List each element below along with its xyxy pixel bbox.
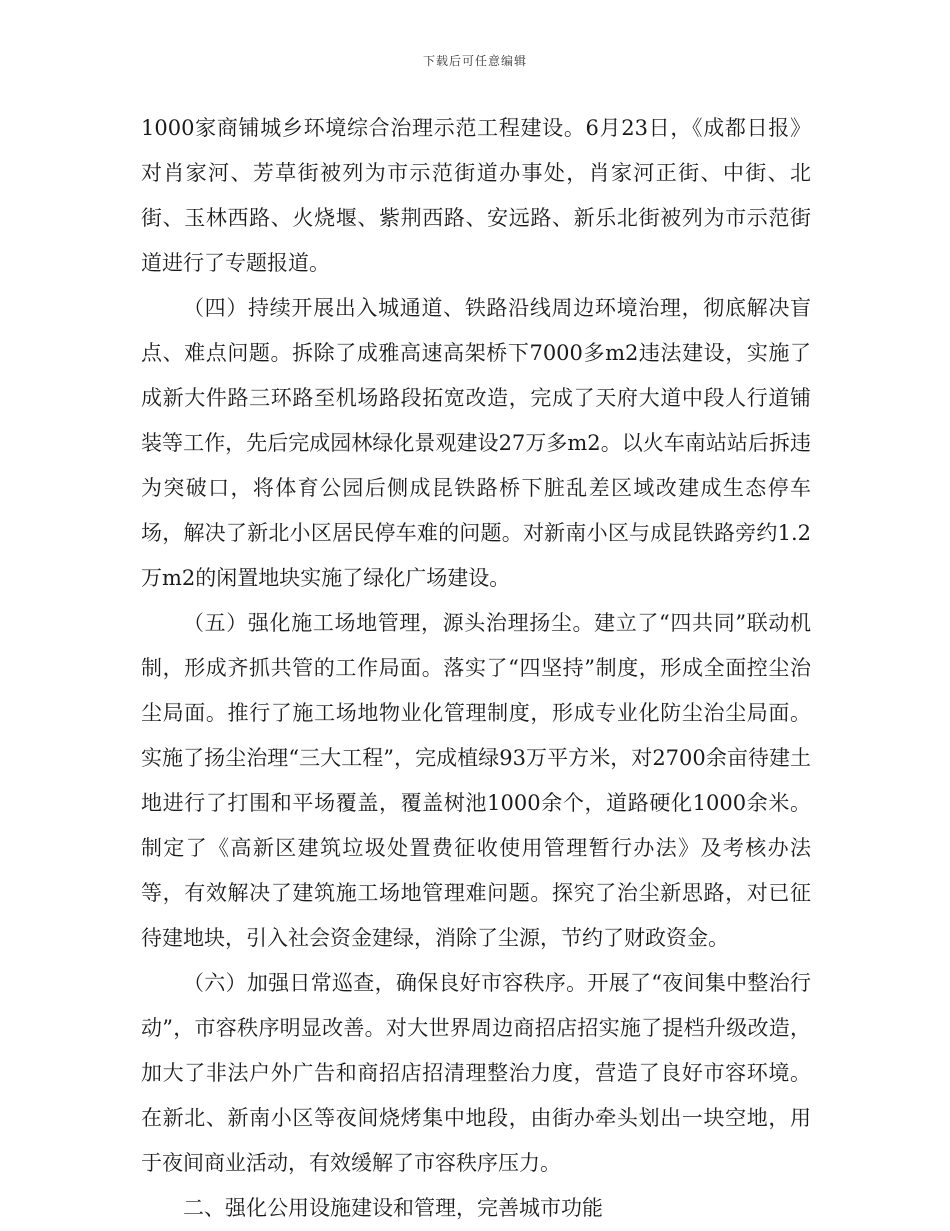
body-text xyxy=(141,106,811,1231)
section-heading: 二、强化公用设施建设和管理，完善城市功能 xyxy=(183,1196,603,1220)
paragraph-section-4: （四）持续开展出入城通道、铁路沿线周边环境治理，彻底解决盲点、难点问题。拆除了成雅高速高架桥下7000多m2违法建设，实施了成新大件路三环路至机场路段拓宽改造，完成了天府大道中段人行道铺装等工作，先后完成园林绿化景观建设27万多m2。以火车南站站后拆违为突破口，将体育公园后侧成昆铁路桥下脏乱差区域改建成生态停车场，解决了新北小区居民停车难的问题。对新南小区与成昆铁路旁约1.2万m2的闲置地块实施了绿化广场建设。 xyxy=(141,296,811,590)
paragraph-section-5: （五）强化施工场地管理，源头治理扬尘。建立了“四共同”联动机制，形成齐抓共管的工作局面。落实了“四坚持”制度，形成全面控尘治尘局面。推行了施工场地物业化管理制度，形成专业化防尘治尘局面。实施了扬尘治理“三大工程”，完成植绿93万平方米，对2700余亩待建土地进行了打围和平场覆盖，覆盖树池1000余个，道路硬化1000余米。制定了《高新区建筑垃圾处置费征收使用管理暂行办法》及考核办法等，有效解决了建筑施工场地管理难问题。探究了治尘新思路，对已征待建地块，引入社会资金建绿，消除了尘源，节约了财政资金。 xyxy=(141,611,811,950)
paragraph-section-6: （六）加强日常巡查，确保良好市容秩序。开展了“夜间集中整治行动”，市容秩序明显改善。对大世界周边商招店招实施了提档升级改造，加大了非法户外广告和商招店招清理整治力度，营造了良好市容环境。在新北、新南小区等夜间烧烤集中地段，由街办牵头划出一块空地，用于夜间商业活动，有效缓解了市容秩序压力。 xyxy=(141,971,811,1175)
page-header-note: 下载后可任意编辑 xyxy=(422,54,527,68)
paragraph-continuation: 1000家商铺城乡环境综合治理示范工程建设。6月23日，《成都日报》对肖家河、芳草街被列为市示范街道办事处，肖家河正街、中街、北街、玉林西路、火烧堰、紫荆西路、安远路、新乐北街被列为市示范街道进行了专题报道。 xyxy=(141,116,811,275)
